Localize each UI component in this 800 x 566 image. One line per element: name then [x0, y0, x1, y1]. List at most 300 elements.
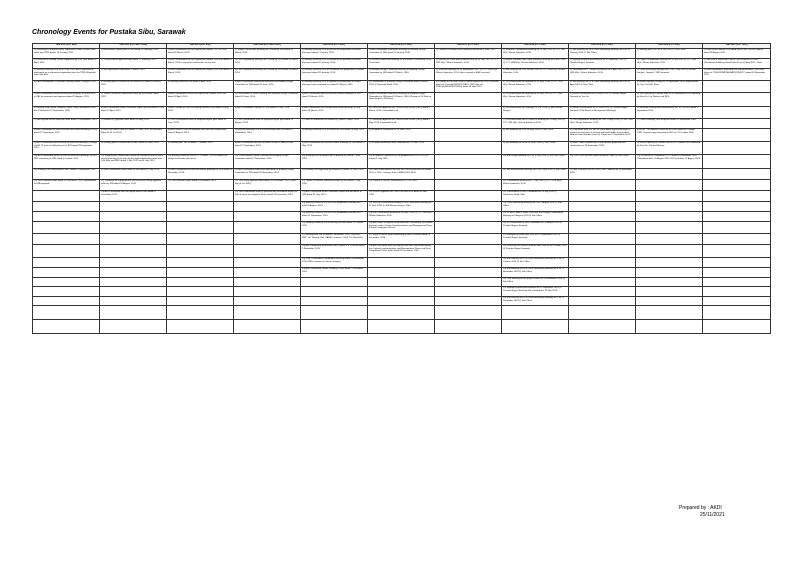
table-cell: 9) Building plan re-submission to SMC dated 18 June, 2012. [100, 142, 167, 155]
table-cell [703, 155, 771, 169]
column-header: Year 2016 (LOT 1657) [368, 44, 435, 49]
table-cell [636, 297, 703, 306]
table-row [33, 169, 771, 180]
column-header: Year 2017 (LOT 1657) [435, 44, 502, 49]
table-cell [703, 180, 771, 191]
table-cell [100, 320, 167, 334]
table-cell [234, 212, 301, 222]
table-cell [703, 129, 771, 142]
table-cell: 12) Quotation for topographical and structural survey approval letter by JKR dated 24 August, 2012. [100, 180, 167, 191]
table-cell: 7) PWD confirmation letter to proposed layout plan dated 22 August, 2014. [234, 119, 301, 129]
table-cell: 16) ID Presentation to PHS Committee on 29 August 2018 @ Pustaka Negeri Sarawak. [502, 222, 569, 234]
table-cell: 6) 1st Professional Fee meeting 19 Jun, 2018 @ Sibu Wisma Sanyan. [502, 107, 569, 119]
table-cell [167, 268, 234, 278]
table-cell: 7) Letter of Submission to Bumiko HQ dated 21 April, 2015. [301, 119, 368, 129]
table-cell [33, 268, 100, 278]
table-cell: 4) Building plan re-submission to Bumiko HQ dated 19 March, 2012. [100, 81, 167, 93]
table-row [33, 258, 771, 268]
table-cell [33, 258, 100, 268]
table-cell: 5) Soft Opening of Pustaka Sibu on 14 September 2020 attended by Datu Dr. Lily, Warren and NPS. [636, 93, 703, 107]
table-cell: 7) PAS agreed and on objection letter dated 14 September, 2011. [33, 119, 100, 129]
table-cell [234, 320, 301, 334]
table-cell [301, 287, 368, 297]
table-cell [636, 212, 703, 222]
table-cell: 19) Site Meeting No.13 & Close Monitoring Meeting No.5 on 15 October 2018 @ Site Office. [502, 258, 569, 268]
table-row [33, 268, 771, 278]
table-cell: 8) Ri-urt - Occupation Permit No.32/2020 (dated 6h October 2020. Original copy forwarded to PHS on 14 October 2020. [636, 129, 703, 142]
table-cell [368, 306, 435, 320]
table-cell [100, 278, 167, 287]
table-cell: 4) Change of Lift: from Vivid to Grace request by PWD Chairman letter ref: Pustaka/2018/1/1/1/A1/1 JKR letter ref: PWD/HQ/B/DB/2017/40(S) dated 26 Sept 2017. [435, 81, 502, 93]
table-cell [703, 142, 771, 155]
table-cell: 10) EIA Design Meeting No.1 on 6 July 2018 @ JKR Sibu Office. [502, 155, 569, 169]
table-cell: 1) Amendment submission to JKR dated 21 February, 2012. [100, 49, 167, 59]
table-cell: 9) AKDI forwarded site plan (Inclusive Phase 2 work) to JKR dated 17 September, 2014. [234, 142, 301, 155]
table-cell: 9) Minor 7 AKDI replied item 8 with options proposed and clarification on 26 September 2019. [569, 142, 636, 155]
table-cell [703, 202, 771, 212]
table-cell [435, 245, 502, 258]
table-cell [301, 297, 368, 306]
table-cell: 17) Reply of officer letter responding to item 16 above dated 29 December, 2016. [368, 234, 435, 245]
column-header: Year 2020 (LOT 1657) [636, 44, 703, 49]
table-cell [703, 191, 771, 202]
column-header: Year 2021 (LOT 1657) [703, 44, 771, 49]
table-body [33, 49, 771, 334]
table-cell [703, 234, 771, 245]
table-cell [435, 107, 502, 119]
chronology-table [32, 43, 771, 334]
table-cell [167, 245, 234, 258]
table-cell [435, 169, 502, 180]
table-cell: 20) AKDI forwarded Tender Drawing to JKR dated 7 December, 2015. [301, 268, 368, 278]
table-cell: 6) Sarawak Kebangsaan Mandulukum No. SP 25/2020 dated 17 September 2020. [636, 107, 703, 119]
table-cell: 9) Site Meeting No.3a on 28 June, 2018 @ Site Office. [502, 142, 569, 155]
table-cell [636, 320, 703, 334]
table-cell [234, 245, 301, 258]
table-cell: 14) Meeting called by JKR for Price Negotiation Meeting No.1 dated 5 August, 2015. [301, 202, 368, 212]
table-cell [569, 268, 636, 278]
table-cell [435, 278, 502, 287]
table-cell [368, 297, 435, 306]
column-header: Year 2019 (LOT 1657) [569, 44, 636, 49]
table-cell [636, 180, 703, 191]
table-cell [33, 306, 100, 320]
table-cell: 12) Tender Document submission letter by JKR dated 7 July, 2015. [301, 180, 368, 191]
table-cell: 11) AKDI forwarded review letter to JKR dated 24 July, 2012. [100, 169, 167, 180]
table-cell: 12) JKR comment letter dated 5 December, 2013. [167, 180, 234, 191]
table-cell [703, 212, 771, 222]
table-cell: 2) Site Visit & Inspection Prior to The Issuance of CMGD (Certificate of Making Good Defects) on 15 Aug 2021, 10am. [703, 59, 771, 69]
table-cell: 6) Sunset Presentation on 14 June 2019 @ Pustaka Negeri Sarawak (73rd Board of Management Meeting). [569, 107, 636, 119]
table-row [33, 306, 771, 320]
table-cell: 5) Presentation to State Planning and Building Design Committee dated 18 June, 2014. [234, 93, 301, 107]
table-cell: 14) Service Coordination Meeting & Pre-Consruction Meeting on 21 Nov, 2016 @ JKR Wisma Sanyan, Sibu. [368, 202, 435, 212]
table-cell: 11) Building Plan submission to SMC dated 21 November, 2011. [33, 169, 100, 180]
table-cell: 19) PNS / Consultant Coordination Meeting dated 24 November, 2015 (PNS comment on latest changes). [301, 258, 368, 268]
column-header: Year 2011 (LOT 436) [33, 44, 100, 49]
table-cell: 5) Tender Document Submission letter by JKR dated 5 April, 2012. [100, 93, 167, 107]
table-cell: 23) Site Meeting No.15 & Close Monitoring Meeting No.7 on 13 December 2018 @ Site Office. [502, 297, 569, 306]
table-cell: 3) Meeting called by JKR to coordinate the preparation of tender document dated 28 January, 2015. [301, 69, 368, 81]
table-cell [435, 234, 502, 245]
table-cell: 1) AKDI forwarded new site layout plan (option 1 & 2) to JKR dated 16 March, 2013. [167, 49, 234, 59]
table-cell [435, 287, 502, 297]
table-cell: 6) AKDI forwarded tender evaluation report and document to JKR dated 17 April, 2012. [100, 107, 167, 119]
table-cell [569, 180, 636, 191]
table-cell: 2) Meeting on Consultancy doctrine fee on 25 July, 2017 @ LCT, JKR HQs, Wisma Saberkas, KCH. [435, 59, 502, 69]
table-cell [435, 320, 502, 334]
table-cell: 17) Emergency review with PHS on 25 September 2018 @ Pustaka Negeri Sarawak. [502, 234, 569, 245]
table-cell [636, 202, 703, 212]
table-row [33, 320, 771, 334]
table-cell [569, 212, 636, 222]
table-cell: 2) Price Negotiation Meeting No.1 called by JKR dated 28 March, 2014. [234, 59, 301, 69]
table-row [33, 222, 771, 234]
table-cell [33, 202, 100, 212]
table-cell [33, 297, 100, 306]
table-cell [33, 287, 100, 297]
table-cell [234, 306, 301, 320]
table-cell [703, 287, 771, 297]
table-cell: 5) AKDI forwarded revised site layout plan (option 4) to PHS dated 16 April, 2013. [167, 93, 234, 107]
table-cell: 13) Presentation to PHS Committee on 19 July 2018 @ Sarakshee Hotel, Sibu. [502, 191, 569, 202]
table-cell [435, 268, 502, 278]
table-cell: 8) AKDI forwarded the latest architectural tender drawings to JKR dated 27 September, 2011. [33, 129, 100, 142]
table-cell [636, 191, 703, 202]
table-cell [569, 234, 636, 245]
table-cell: 3) Finalization of IT Tender Documents on 4 April 2019 @ LCT, JKR HQs, Wisma Saberkas, KCH. [569, 69, 636, 81]
table-cell: 15) Meeting called by JKR for Price Negotiation Meeting No.2 dated 11 September, 2015. [301, 212, 368, 222]
table-cell: 2) Revised submission drawing to JKR dated 25 February, 2016. Concluded. [368, 59, 435, 69]
table-cell [234, 287, 301, 297]
table-cell [368, 268, 435, 278]
table-cell [636, 245, 703, 258]
table-cell: 11) Site Visit with Tan Sri, PWD, SMC, SAHNS on 10 December 2019. [569, 169, 636, 180]
table-cell [100, 268, 167, 278]
table-cell [167, 278, 234, 287]
table-cell [435, 202, 502, 212]
table-cell [569, 258, 636, 268]
table-cell [435, 297, 502, 306]
table-cell [368, 278, 435, 287]
column-header: Year 2015 (LOT 1657) [301, 44, 368, 49]
table-cell [636, 287, 703, 297]
table-cell [703, 268, 771, 278]
table-cell [167, 258, 234, 268]
table-cell: 10) AKDI forwarded partial revised architectural drawings (as per PHS comment) to JKR dated 5 October, 2011. [33, 155, 100, 169]
table-cell: 5) AKDI forwarded draft architectural tender drawings to JKR dated 25 March, 2015. [301, 93, 368, 107]
table-row [33, 287, 771, 297]
table-cell: 4) Meeting called by JKR to update the preparation of tender document and estimated cost dated 15 March, 2015. [301, 81, 368, 93]
table-row [33, 119, 771, 129]
table-cell [234, 222, 301, 234]
table-cell: 9) BOMBA clarification letter submitted on 23 June, 2016. [368, 142, 435, 155]
table-cell: 1) Tender Clarification Meeting No.1 called by JKR dated 26 March, 2014. [234, 49, 301, 59]
table-cell [234, 202, 301, 212]
table-row [33, 297, 771, 306]
table-cell: 9) AKDI forwarded architectural tender drawings to JKR dated 15 May, 2015. [301, 142, 368, 155]
table-cell: 7) Provisional Approval ref: L&S/SP/SSS-01/SN (Vol 2) dated 5 May, 2016. Forwarded to all. [368, 119, 435, 129]
table-cell: 9) AKDI forwarded partial revised architectural drawings (Change of BIG 12 units to Utility House) to JKR dated 29 September, 2011. [33, 142, 100, 155]
table-cell [100, 258, 167, 268]
table-cell [636, 278, 703, 287]
table-cell: 3) Site Meeting No.1 on 14 Mar, 2018 @ LCT, JKR HQs, Wisma Saberkas, KCH. [502, 69, 569, 81]
table-cell [636, 222, 703, 234]
table-cell [703, 306, 771, 320]
table-cell: 8) Site Meeting No.2 on 24 May, 2018 @ Site Office. [502, 129, 569, 142]
table-cell [569, 245, 636, 258]
table-cell [435, 119, 502, 129]
table-cell [234, 258, 301, 268]
table-cell: 10) Certificate of Completion (CPC) dated 20 November 2020. Completion date: 10 August 2020. ELP end date: 11 August 2021. [636, 155, 703, 169]
table-cell [569, 297, 636, 306]
table-cell [703, 169, 771, 180]
table-cell [301, 278, 368, 287]
table-cell: 12) Council & L&S BP submitted on 21 Oct, 2016. [368, 180, 435, 191]
table-cell: 4) 1st Professional fee meeting on 24 May, 2018 @ LCT, JKR HQs, Wisma Saberkas, KCH. [502, 81, 569, 93]
table-cell [435, 212, 502, 222]
table-row [33, 49, 771, 59]
table-row [33, 81, 771, 93]
table-cell: 7) Council Building Plan response dated 25 September 2020. [636, 119, 703, 129]
table-cell [33, 191, 100, 202]
table-cell [703, 245, 771, 258]
table-cell [100, 297, 167, 306]
table-cell: 2) AKDI forwarded new site layout plan (option 3) to JKR dated 22 March, 2013 in regard to confirmation of new site. [167, 59, 234, 69]
table-cell [368, 287, 435, 297]
table-cell [368, 258, 435, 268]
table-cell [435, 142, 502, 155]
table-cell: 10) Building plan submission cannot be considered due to latest overall planning of the area by the Higher Authorities letter from L&S Sibu and SMC dated 1 July, 2012 and 6 July, 2012. [100, 155, 167, 169]
column-header: Year 2013 (LOT 436) [167, 44, 234, 49]
table-cell: 8) Base site notice from JKR dated 12 June, 2012 via facsimile. (New lot 14 Jul 2012) [100, 129, 167, 142]
table-cell: 3) AKDI forwarded new site layout plan (option 4) to JKR dated 27 March, 2013. [167, 69, 234, 81]
table-cell: 11) AKDI forwarded submission document to Building Design Committee to JKR dated 26 November, 2014. [234, 169, 301, 180]
table-cell: 3) Price Negotiation Meeting No.2 called by JKR dated 28 March, 2014. [234, 69, 301, 81]
table-cell [167, 306, 234, 320]
table-row [33, 212, 771, 222]
table-cell [167, 222, 234, 234]
table-cell [234, 278, 301, 287]
table-cell: 1) Final Defect Report PUSTAKA SIBU/CDR 1/3/2021 (AKDI) dated 03 August 2021. [703, 49, 771, 59]
table-cell: 11) Letter of Acceptance by JKR ref: PWD/HQ/B/DB/2016 dated 28 Oct, 2016. Contract Sum = RM49,108,136.00. [368, 169, 435, 180]
table-cell [167, 287, 234, 297]
table-cell [167, 320, 234, 334]
table-cell [703, 119, 771, 129]
table-row [33, 59, 771, 69]
column-header: Year 2012 (LOT 436 / 1654) [100, 44, 167, 49]
table-cell: 2) Meeting called by JKR to finalize the preparation of tender document dated 20 January, 2015. [301, 59, 368, 69]
table-cell: 10) PWD issue positive implementation of ABI on Sibu Office. [569, 155, 636, 169]
table-cell: 11) Site Infrastructure Meeting No.1 on 9 July 2018 @ Site Office. [502, 169, 569, 180]
table-cell [234, 234, 301, 245]
table-cell [435, 93, 502, 107]
table-cell [33, 212, 100, 222]
table-cell: 21) PNS meeting on the project status on 20 November 2018 @ Site Office. [502, 278, 569, 287]
table-row [33, 234, 771, 245]
table-cell: 1) Site Meeting No.18 & Close Monitoring Meeting No.3 on 15 January 2019 @ Site Office. [569, 49, 636, 59]
table-cell: 13) AKDI forwarded new site layout plan to JKR dated 27 December, 2012. [100, 191, 167, 202]
table-cell: 1) AKDI forwarded submission drawing for Building Design Committee to JKR dated 11 January, 2016. [368, 49, 435, 59]
table-cell [703, 320, 771, 334]
table-cell [435, 222, 502, 234]
table-cell [33, 278, 100, 287]
prepared-date: 25/11/2021 [700, 512, 725, 518]
table-cell [703, 81, 771, 93]
table-cell [33, 320, 100, 334]
table-cell [435, 155, 502, 169]
table-cell: 6) Provisional Approval ref: L&S/SP/SSS-01/SN (Vol 2) dated 5 March, 2016. Forwarded to all. [368, 107, 435, 119]
table-cell: 16) Meeting called by JKR for pricing revision dated 22 October, 2015. [301, 222, 368, 234]
table-cell: 16) AKDI letter in regards to Architectural Consultancy Fee (Block Services under Contract Implementation and Management Phase & Final Completion Phase). [368, 222, 435, 234]
table-row [33, 93, 771, 107]
table-cell [435, 180, 502, 191]
table-cell: 4) Site Meeting No.22 & Close Monitoring Meeting No.9 on 18 April 2019 @ Site Office. [569, 81, 636, 93]
table-cell [569, 278, 636, 287]
table-cell [703, 107, 771, 119]
table-row [33, 155, 771, 169]
table-cell: 12) Coordination Meeting on 17 July 2018 @ LCT, JKR HQs, Wisma Saberkas, KCH. [502, 180, 569, 191]
table-row [33, 180, 771, 191]
table-cell: 3) Mass Handing-in Summary and Statement Area (CSE) JKR letter ref: PWD/SP/B/PRE/6/A/2/(29)/6/PY) dated 16 November 2021. [703, 69, 771, 81]
table-cell: 11) Building Plan approved by Bumiko HQ dated 15 June, 2015. [301, 169, 368, 180]
table-cell: 8) Meeting called by JKR to review the cost dated 14 May, 2015. [301, 129, 368, 142]
table-cell: 5) 1st Professional fee meeting on 13 Mar, 2018 @ LCT, JKR HQs, Wisma Saberkas, KCH. [502, 93, 569, 107]
column-header: Year 2014 (LOT 436 / 1657) [234, 44, 301, 49]
table-cell [569, 306, 636, 320]
table-row [33, 245, 771, 258]
table-cell: 17) Meeting with Tan Sri dated 2 November, 2015. (Datu Sri, SMC, Mr. Stanley Chai, SAHN, Laurence Chieh, Pn. Rachelle). [301, 234, 368, 245]
table-cell [33, 245, 100, 258]
table-cell: 1) Technical Coordination Meeting on 22 Jan, 2018 @ LCT, JKR HQs, Wisma Saberkas, KCH. [502, 49, 569, 59]
table-cell: 8) Comments from PN Tan Sri Datuk Amar Haj Hamid Bugo in regards to front view in parapet wall and Double ring-shaped Bronze Daba Wooden cover @ Cabert on 12 September 2019. [569, 129, 636, 142]
table-cell: 7) PWD confirmation letter to proposed layout plan dated 20 June, 2013. [167, 119, 234, 129]
table-cell [167, 191, 234, 202]
table-cell: 8) BOMBA SP submitted on 14 June, 2016. [368, 129, 435, 142]
table-cell: 2) Extension of Validity Period of Approval by L&S Sibu dated 19 April, 2011. [33, 59, 100, 69]
table-cell: 2) Built-in Furniture and Loose Furniture Meeting on 4 Mar, 2018 @ LCT, JKR HQs, Wisma Saberkas, KCH. [502, 59, 569, 69]
table-cell: 20) Site Meeting No.14 & Close Monitoring Meeting No.6 on 15 November 2018 @ Site Office. [502, 268, 569, 278]
table-cell: 9) Grand Opening of Pustaka Sibu on 21 October 2020. Attended by Datu Sri, Lily and Sharon. [636, 142, 703, 155]
table-cell [435, 129, 502, 142]
table-cell: 3) Technical Meeting on 15 September, 2017 @ LCT, JKR HQs, Wisma Saberkas, KCH. (items related to M&E services). [435, 69, 502, 81]
table-cell [234, 297, 301, 306]
table-cell [569, 320, 636, 334]
table-cell: 8) Meeting called by JKR to review design and cost dated 3 September, 2014. [234, 129, 301, 142]
table-cell: 7) Price Negotiation meeting No.1 on 11 May 2019 @ PWD, JKR HQs, Wisma Saberkas, KCH. [569, 119, 636, 129]
table-cell [100, 234, 167, 245]
table-cell: 6) AKDI tender to PHS on building platform level dated 28 May, 2013. [167, 107, 234, 119]
table-cell [636, 234, 703, 245]
table-cell [167, 202, 234, 212]
table-cell [502, 306, 569, 320]
table-cell [100, 202, 167, 212]
table-cell: 18) Discussion on Loose Furniture with PHS on 4th October 2018 @ Pustaka Negeri Sarawak. [502, 245, 569, 258]
table-cell: 6) Sahnan Pelan Serta Lampiran Tapak Yang Dikaluarkan surat dari PHS bertkh 15 September, 2011. [33, 107, 100, 119]
table-cell [703, 222, 771, 234]
table-cell: 22) Signage proposal presentation on 15 November 2018 @ Pustaka Negeri Sarawak. Re-scheduled to 26 Nov 2018. [502, 287, 569, 297]
table-cell: 3) Close Monitoring Meeting No.21 on 2 July 2020 @ Wisma Sanyan, Tingkat 9, JKR Sarawak. [636, 69, 703, 81]
table-cell: 7) 1st Professional Fee & Close Lift meeting on 31 May, 2018 @ LCT, JKR HQs, Wisma Saberkas, KCH. [502, 119, 569, 129]
table-cell: 15) ID, Arch, SARG, M&E, PHS and JKR Design Coordination Meeting on 6 August 2018 @ Site Office. [502, 212, 569, 222]
table-cell: 1) Contract Document and Drawing received on 5 June, 2017. [435, 49, 502, 59]
table-cell [100, 287, 167, 297]
table-cell [33, 222, 100, 234]
table-row [33, 107, 771, 119]
table-cell [100, 212, 167, 222]
table-cell: 18) AKDI accepted offer and replied with rules and duties during the Contract Implementation and Management Phase and Final Completion Phase, letter dated 22 December, 2016. [368, 245, 435, 258]
table-row [33, 129, 771, 142]
table-cell [368, 320, 435, 334]
table-cell [569, 222, 636, 234]
prepared-by: Prepared by : AKDI [679, 505, 722, 511]
table-cell [636, 258, 703, 268]
table-cell: 11) AKDI forwarded architectural tender drawings to JKR dated 26 November, 2013. [167, 169, 234, 180]
table-cell: 13) L&S BP approval ref: L/SP/130/SSS/2016 dated 28 Nov, 2016. [368, 191, 435, 202]
table-cell: 9) Meeting with Tan Sri dated 7 October, 2013. [167, 142, 234, 155]
table-cell: 13) JKR confirmation letter to proceed with Evaluation Report on Sub-Surface Investigation Works dated 24 December, 2014. [234, 191, 301, 202]
column-header: Year 2018 (LOT 1657) [502, 44, 569, 49]
table-cell: 5) AKDI forwarded revised architectural drawing, SOR and SOP to PAL for comment and approval dated 20 August, 2011. [33, 93, 100, 107]
table-cell [636, 169, 703, 180]
table-row [33, 278, 771, 287]
table-row [33, 191, 771, 202]
table-cell: 1) Meeting called by JKR to finalize the preparation of tender document dated 7 January, 2015. [301, 49, 368, 59]
table-cell: 10) Meeting called by JKR on 17 October, 2013 to finalize the design and tender document. [167, 155, 234, 169]
table-cell [234, 268, 301, 278]
table-cell [100, 245, 167, 258]
table-cell: 1) Konsortium Landskon Untuk Tapak Baru Pelan Pustaka Sibu untuk dari PWD bertkh 15 January, 2011 [33, 49, 100, 59]
table-cell [569, 287, 636, 297]
table-cell: 4) FAN Development Committee Meeting dated 12 August, 2011. [33, 81, 100, 93]
table-cell [569, 202, 636, 212]
table-cell: 10) BOMBA SP approved ref: BOMBA/SRK/SP-SU 1/1/1/15/1 dated 01 July 2016. [368, 155, 435, 169]
table-cell: 5) AKDI forwarded submission drawing to Building Design Committee to JKR dated 21 March, 2016 (Change of 15 Floor to Floor Height to 3500mm). [368, 93, 435, 107]
table-cell [301, 306, 368, 320]
table-cell: 5) Works Presentation on 14 May 2019 @ Pustaka Negeri Sarawak to Yan Sri. [569, 93, 636, 107]
table-cell: 15) Pre-Construction Meeting on 30 Nov, 2016 @ LCT, JKR HQs, Wisma Saberkas, KCH. [368, 212, 435, 222]
table-cell: 6) AKDI forwarded 3 options to JKR dated 25 July, 2014. [234, 107, 301, 119]
table-row [33, 142, 771, 155]
table-cell: 4) Bambu System Testing on 11 September 2020. Represented by City Cast (KD Sibu). [636, 81, 703, 93]
table-cell [703, 278, 771, 287]
table-cell [636, 268, 703, 278]
table-cell: 3) Site layout plan submission 7 March, 2012. [100, 69, 167, 81]
table-cell [33, 234, 100, 245]
table-cell: 8) AKDI letter to PHS on platform level and new requirement dated 1 August, 2013. [167, 129, 234, 142]
table-cell: 18) AKDI forwarded draft tender with (Option 4 & 5) review dated 9 November, 2015. [301, 245, 368, 258]
table-cell [167, 297, 234, 306]
table-cell: 10) Building Plan re-submission to Bumiko HQ dated 2 June, 2015. [301, 155, 368, 169]
table-cell [435, 258, 502, 268]
table-cell: 3) Meeting called by JKR on 20 July, 2011. AKDI requested to implement on a alternative negotiation basis for PWD Woodville Jaya Sdn Bhd. [33, 69, 100, 81]
table-cell: 4) Meeting called by JKR dated 5 April, 2013. [167, 81, 234, 93]
table-cell: 2) Signage proposal presentation on 25 February, 2019 @ Pustaka Negeri Sarawak. [569, 59, 636, 69]
table-cell [167, 234, 234, 245]
table-cell: 1) Meeting with CDC on 8 Jan 2020 @ PWD Sibu. [636, 49, 703, 59]
table-cell [301, 320, 368, 334]
table-cell: 14) Close Monitoring Meeting No.2 on 2 August 2018 @ Site Office. [502, 202, 569, 212]
table-cell [167, 212, 234, 222]
table-cell [502, 320, 569, 334]
table-cell: 13) AKDI forwarded tender evaluation report and document to JKR dated 31 July, 2015. [301, 191, 368, 202]
table-cell [569, 191, 636, 202]
table-cell [703, 297, 771, 306]
document-title: Chronology Events for Pustaka Sibu, Sarawak [32, 29, 186, 36]
table-row [33, 202, 771, 212]
table-cell: 3) Building Design Committee Meeting at Building Design Committee to JKR dated 22 March, 2016. [368, 69, 435, 81]
table-cell: 2) Project Coordination Meeting on 19 Jan 2020 @ LCT, JKR HQs, Wisma Saberkas, KCH. [636, 59, 703, 69]
